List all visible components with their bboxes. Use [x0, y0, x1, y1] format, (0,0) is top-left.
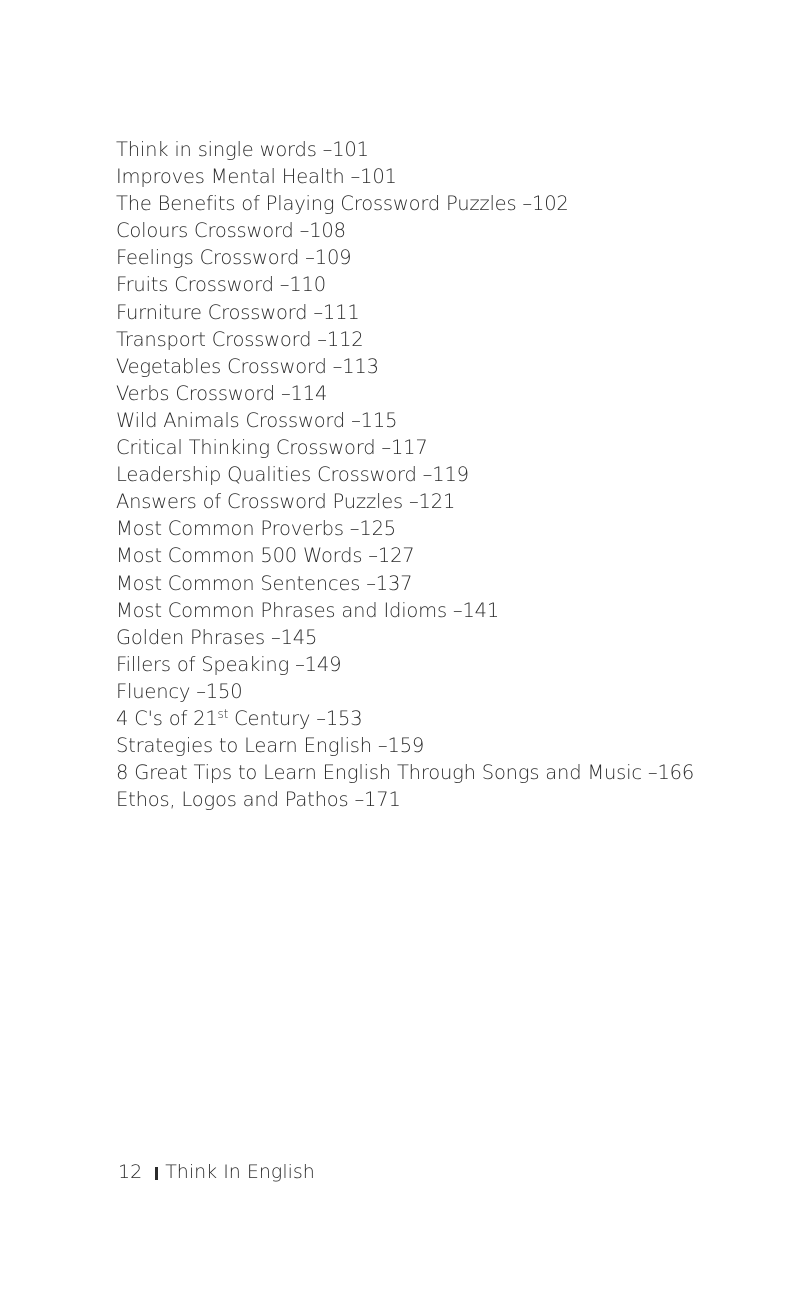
toc-dash: –	[307, 300, 323, 324]
toc-entry-title: The Benefits of Playing Crossword Puzzles	[116, 192, 517, 216]
toc-entry	[116, 705, 694, 732]
toc-entry-title: Wild Animals Crossword	[116, 408, 346, 432]
toc-dash: –	[316, 138, 333, 161]
page-number: 12	[118, 1161, 143, 1183]
toc-entry-page: 121	[418, 490, 456, 514]
toc-dash: –	[310, 706, 326, 730]
toc-dash: –	[375, 436, 391, 460]
toc-entry-title: Answers of Crossword Puzzles	[116, 490, 403, 514]
toc-dash: –	[641, 761, 658, 785]
toc-entry-title: Leadership Qualities Crossword	[116, 463, 417, 487]
toc-entry-page: 113	[342, 354, 379, 378]
toc-dash: –	[274, 381, 291, 405]
toc-dash: –	[343, 517, 360, 541]
toc-entry-page: 159	[387, 734, 425, 758]
ordinal-suffix: st	[217, 706, 229, 721]
toc-entry-title-post: Century	[228, 706, 311, 730]
toc-entry-page: 141	[462, 598, 500, 622]
footer-separator	[155, 1167, 158, 1180]
toc-entry-title: Golden Phrases	[116, 625, 265, 649]
toc-dash: –	[289, 652, 305, 676]
toc-entry	[116, 299, 694, 326]
toc-entry-title: Colours Crossword	[116, 219, 294, 243]
toc-entry	[116, 244, 694, 271]
toc-entry	[116, 786, 694, 813]
toc-dash: –	[371, 734, 388, 758]
toc-dash: –	[293, 219, 310, 243]
toc-dash: –	[416, 463, 433, 487]
toc-entry-title: Improves Mental Health	[116, 165, 345, 189]
toc-entry-title: Most Common Proverbs	[116, 517, 344, 541]
toc-dash: –	[299, 246, 315, 270]
toc-entry-page: 101	[332, 138, 369, 161]
toc-entry-title: Most Common 500 Words	[116, 544, 363, 568]
toc-entry	[116, 380, 694, 407]
toc-entry	[116, 570, 694, 597]
toc-entry-title: Fluency	[116, 679, 191, 703]
toc-entry-page: 137	[375, 571, 413, 595]
toc-dash: –	[265, 625, 281, 649]
toc-entry	[116, 136, 694, 163]
toc-entry-title-pre: 4 C's of 21	[116, 706, 218, 730]
toc-entry	[116, 759, 694, 786]
toc-entry	[116, 732, 694, 759]
toc-entry-page: 111	[322, 300, 360, 324]
toc-entry-page: 166	[657, 761, 695, 785]
toc-entry-title: Vegetables Crossword	[116, 354, 327, 378]
toc-entry-page: 115	[360, 408, 398, 432]
toc-entry-title: Most Common Phrases and Idioms	[116, 598, 447, 622]
toc-entry	[116, 624, 694, 651]
toc-entry	[116, 326, 694, 353]
toc-dash: –	[190, 679, 206, 703]
toc-dash: –	[362, 544, 378, 568]
toc-dash: –	[345, 408, 361, 432]
toc-entry	[116, 190, 694, 217]
toc-entry-page: 119	[432, 463, 469, 487]
toc-entry-page: 101	[360, 165, 397, 189]
book-title: Think In English	[165, 1161, 315, 1183]
toc-entry	[116, 651, 694, 678]
toc-dash: –	[446, 598, 463, 622]
toc-entry-title: Think in single words	[116, 138, 317, 161]
toc-entry-title: Ethos, Logos and Pathos	[116, 788, 349, 812]
toc-entry-page: 110	[289, 273, 326, 297]
toc-dash: –	[516, 192, 532, 216]
toc-entry-page: 145	[280, 625, 318, 649]
toc-entry-page: 102	[531, 192, 569, 216]
toc-entry	[116, 353, 694, 380]
toc-entry-title: Transport Crossword	[116, 327, 312, 351]
toc-entry-title: Feelings Crossword	[116, 246, 300, 270]
toc-dash: –	[402, 490, 419, 514]
toc-entry-page: 171	[364, 788, 401, 812]
toc-entry	[116, 271, 694, 298]
toc-entry-title: Most Common Sentences	[116, 571, 361, 595]
toc-entry	[116, 217, 694, 244]
toc-entry-page: 127	[377, 544, 415, 568]
toc-dash: –	[348, 788, 365, 812]
toc-entry	[116, 678, 694, 705]
toc-entry-title: Fillers of Speaking	[116, 652, 290, 676]
toc-dash: –	[326, 354, 343, 378]
toc-entry-title: Fruits Crossword	[116, 273, 274, 297]
toc-entry-page: 112	[326, 327, 364, 351]
toc-entry-page: 109	[314, 246, 352, 270]
toc-dash: –	[311, 327, 327, 351]
toc-entry	[116, 163, 694, 190]
toc-entry-page: 108	[309, 219, 346, 243]
toc-entry-page: 150	[205, 679, 243, 703]
toc-entry	[116, 407, 694, 434]
toc-entry-page: 114	[290, 381, 328, 405]
page-footer	[118, 1161, 315, 1183]
toc-entry-title: Critical Thinking Crossword	[116, 436, 376, 460]
toc-entry-page: 153	[325, 706, 363, 730]
toc-entry-title: Strategies to Learn English	[116, 734, 372, 758]
toc-entry-title: Furniture Crossword	[116, 300, 308, 324]
toc-dash: –	[360, 571, 376, 595]
toc-entry	[116, 434, 694, 461]
toc-entry	[116, 461, 694, 488]
table-of-contents	[116, 136, 694, 813]
toc-entry	[116, 542, 694, 569]
toc-entry	[116, 597, 694, 624]
toc-entry	[116, 488, 694, 515]
toc-dash: –	[273, 273, 290, 297]
toc-entry	[116, 515, 694, 542]
toc-dash: –	[344, 165, 361, 189]
toc-entry-title: 8 Great Tips to Learn English Through Songs and Music	[116, 761, 642, 785]
toc-entry-title: Verbs Crossword	[116, 381, 275, 405]
toc-entry-page: 125	[359, 517, 396, 541]
toc-entry-page: 149	[304, 652, 342, 676]
toc-entry-page: 117	[390, 436, 428, 460]
